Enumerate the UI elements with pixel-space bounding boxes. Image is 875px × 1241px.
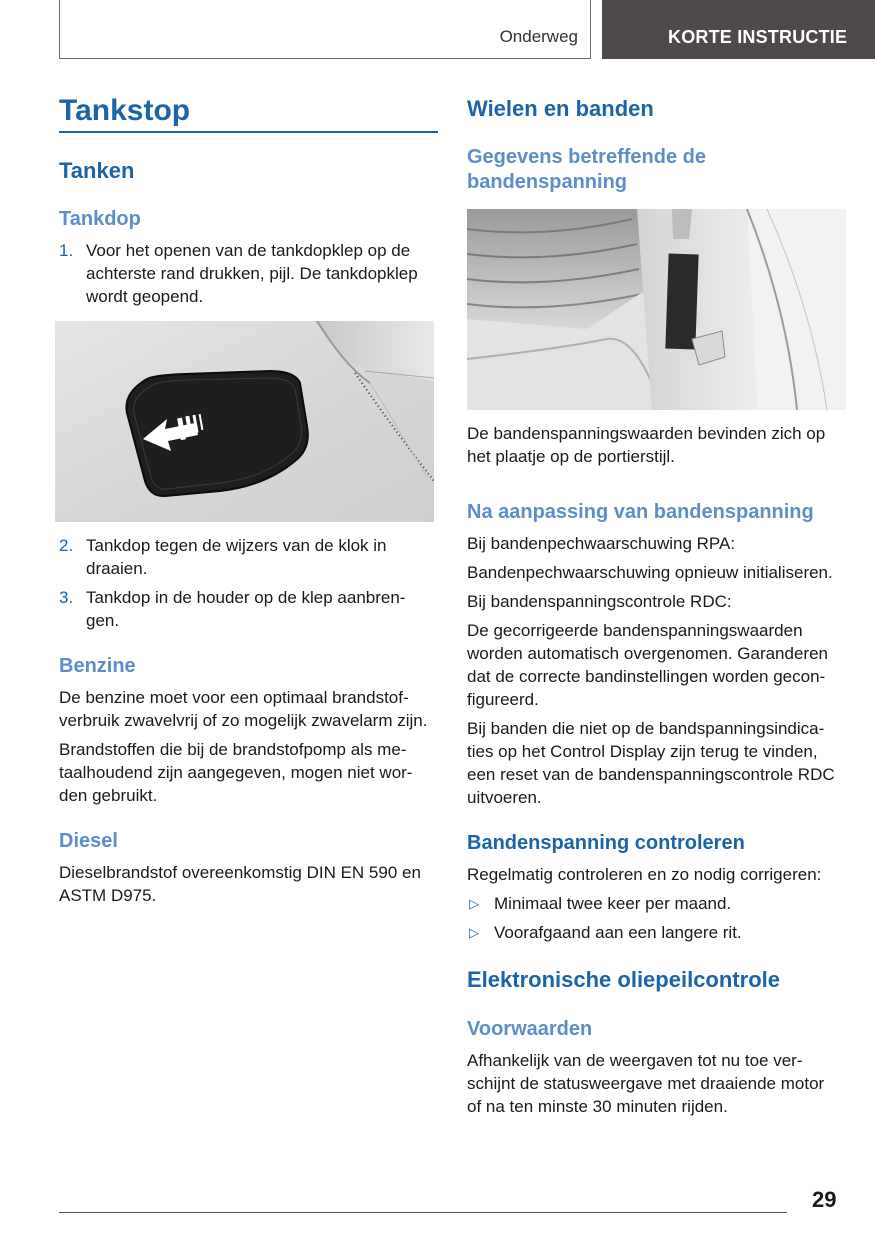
bullet-triangle-icon: ▷ bbox=[469, 925, 479, 940]
na-paragraph: Bij banden die niet op de bandspanningsindica- ties op het Control Display zijn terug te vinden, een reset van de bandenspanningscontrole RDC uitvoeren. bbox=[467, 719, 835, 807]
heading-benzine: Benzine bbox=[59, 655, 136, 677]
heading-na-aanpassing: Na aanpassing van bandenspanning bbox=[467, 501, 814, 523]
na-line: Bandenpechwaarschuwing opnieuw initialiseren. bbox=[467, 563, 833, 582]
image-caption: De bandenspanningswaarden bevinden zich op het plaatje op de portierstijl. bbox=[467, 424, 826, 466]
controleren-paragraph: Regelmatig controleren en zo nodig corrigeren: bbox=[467, 865, 822, 884]
heading-tanken: Tanken bbox=[59, 158, 135, 183]
section-label: Onderweg bbox=[499, 27, 578, 46]
door-pillar-illustration bbox=[467, 209, 846, 410]
na-paragraph: De gecorrigeerde bandenspanningswaarden worden automatisch overgenomen. Garanderen dat de correcte bandinstellingen worden gecon- figureerd. bbox=[467, 621, 828, 709]
na-line: Bij bandenspanningscontrole RDC: bbox=[467, 592, 732, 611]
bullet-item: Minimaal twee keer per maand. bbox=[494, 894, 732, 913]
bullet-triangle-icon: ▷ bbox=[469, 896, 479, 911]
heading-voorwaarden: Voorwaarden bbox=[467, 1018, 593, 1040]
heading-gegevens: Gegevens betreffende de bandenspanning bbox=[467, 146, 706, 193]
title-rule bbox=[59, 131, 438, 133]
step-number: 3. bbox=[59, 588, 74, 607]
page-title: Tankstop bbox=[59, 94, 191, 127]
benzine-paragraph: Brandstoffen die bij de brandstofpomp als me- taalhoudend zijn aangegeven, mogen niet wor- den gebruikt. bbox=[59, 740, 413, 805]
step-text: Voor het openen van de tankdopklep op de achterste rand drukken, pijl. De tankdopklep wordt geopend. bbox=[86, 241, 418, 306]
chapter-tab: KORTE INSTRUCTIE bbox=[602, 0, 875, 59]
na-line: Bij bandenpechwaarschuwing RPA: bbox=[467, 534, 736, 553]
fuel-flap-illustration bbox=[55, 321, 434, 522]
fuel-flap-image bbox=[55, 321, 434, 522]
heading-diesel: Diesel bbox=[59, 830, 118, 852]
step-number: 1. bbox=[59, 241, 74, 260]
diesel-paragraph: Dieselbrandstof overeenkomstig DIN EN 590 en ASTM D975. bbox=[59, 863, 421, 905]
step-text: Tankdop tegen de wijzers van de klok in draaien. bbox=[86, 536, 387, 578]
voorwaarden-paragraph: Afhankelijk van de weergaven tot nu toe ver- schijnt de statusweergave met draaiende motor of na ten minste 30 minuten rijden. bbox=[467, 1051, 825, 1116]
heading-wielen: Wielen en banden bbox=[467, 96, 654, 121]
footer-rule bbox=[59, 1212, 787, 1213]
step-number: 2. bbox=[59, 536, 74, 555]
bullet-item: Voorafgaand aan een langere rit. bbox=[494, 923, 742, 942]
step-text: Tankdop in de houder op de klep aanbren- gen. bbox=[86, 588, 406, 630]
heading-oliepeil: Elektronische oliepeilcontrole bbox=[467, 967, 780, 992]
page-number: 29 bbox=[812, 1187, 837, 1212]
heading-controleren: Bandenspanning controleren bbox=[467, 832, 745, 854]
benzine-paragraph: De benzine moet voor een optimaal brandstof- verbruik zwavelvrij of zo mogelijk zwavelarm zijn. bbox=[59, 688, 428, 730]
door-pillar-image bbox=[467, 209, 846, 410]
heading-tankdop: Tankdop bbox=[59, 208, 141, 230]
header-frame bbox=[59, 0, 591, 59]
